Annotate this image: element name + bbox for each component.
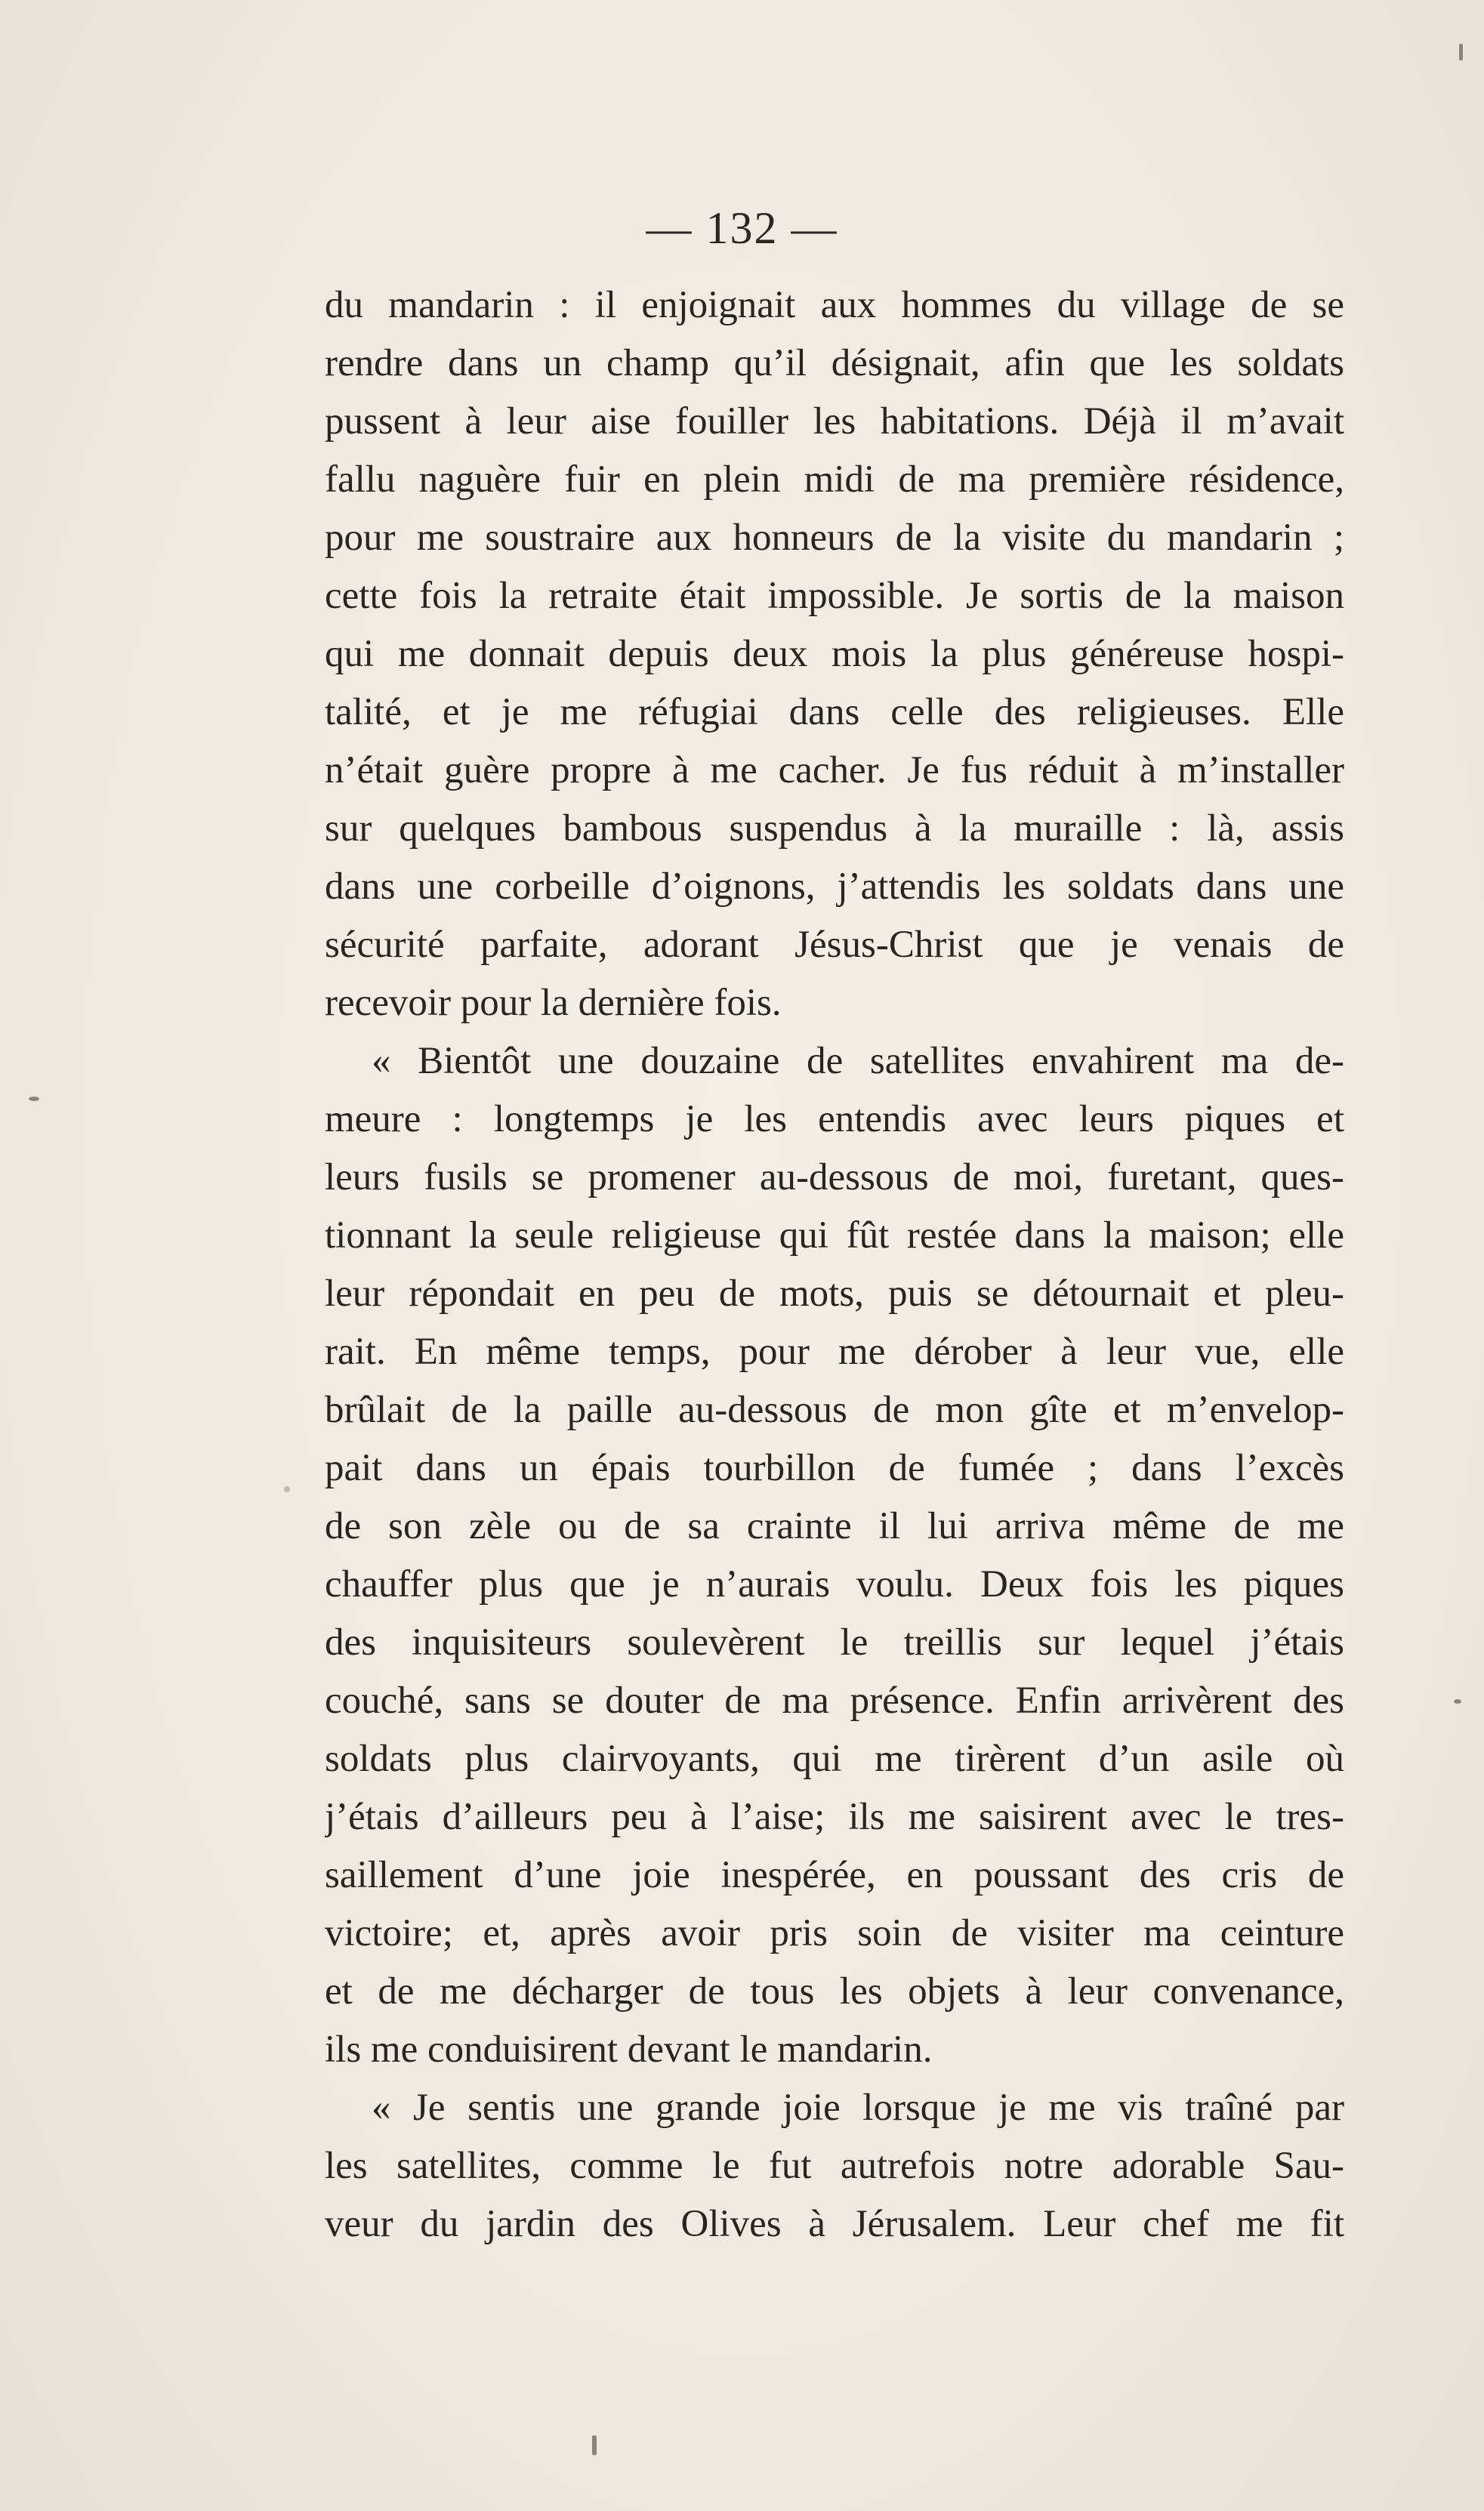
paragraph-end-line: ils me conduisirent devant le mandarin.: [325, 2028, 933, 2071]
text-line: pussent à leur aise fouiller les habitations. Déjà il m’avait: [325, 400, 1344, 443]
text-line: victoire; et, après avoir pris soin de visiter ma ceinture: [325, 1912, 1344, 1954]
text-line: de son zèle ou de sa crainte il lui arriva même de me: [325, 1505, 1344, 1547]
text-line: soldats plus clairvoyants, qui me tirèrent d’un asile où: [325, 1738, 1344, 1780]
text-line: couché, sans se douter de ma présence. Enfin arrivèrent des: [325, 1680, 1344, 1722]
text-line: dans une corbeille d’oignons, j’attendis les soldats dans une: [325, 865, 1344, 908]
text-line: leurs fusils se promener au-dessous de moi, furetant, ques-: [325, 1156, 1344, 1198]
text-line: du mandarin : il enjoignait aux hommes du village de se: [325, 284, 1344, 326]
text-line: sur quelques bambous suspendus à la muraille : là, assis: [325, 807, 1344, 850]
text-line: leur répondait en peu de mots, puis se détournait et pleu-: [325, 1272, 1344, 1315]
text-line: chauffer plus que je n’aurais voulu. Deux fois les piques: [325, 1563, 1344, 1606]
text-line: cette fois la retraite était impossible. Je sortis de la maison: [325, 575, 1344, 617]
text-line: des inquisiteurs soulevèrent le treillis sur lequel j’étais: [325, 1621, 1344, 1664]
paper-speck: [592, 2435, 597, 2455]
paper-speck: [284, 1486, 290, 1492]
text-line: talité, et je me réfugiai dans celle des religieuses. Elle: [325, 691, 1344, 733]
text-line: pait dans un épais tourbillon de fumée ; dans l’excès: [325, 1447, 1344, 1489]
paper-speck: [29, 1097, 39, 1101]
paper-speck: [1454, 1699, 1461, 1704]
text-line: les satellites, comme le fut autrefois notre adorable Sau-: [325, 2145, 1344, 2187]
text-line: rendre dans un champ qu’il désignait, afin que les soldats: [325, 342, 1344, 384]
text-line: veur du jardin des Olives à Jérusalem. Leur chef me fit: [325, 2203, 1344, 2245]
paragraph-start-line: « Je sentis une grande joie lorsque je me vis traîné par: [372, 2087, 1344, 2129]
text-line: brûlait de la paille au-dessous de mon gîte et m’envelop-: [325, 1389, 1344, 1431]
paragraph-start-line: « Bientôt une douzaine de satellites envahirent ma de-: [372, 1040, 1344, 1082]
text-line: rait. En même temps, pour me dérober à leur vue, elle: [325, 1331, 1344, 1373]
text-line: et de me décharger de tous les objets à leur convenance,: [325, 1970, 1344, 2013]
text-line: fallu naguère fuir en plein midi de ma première résidence,: [325, 458, 1344, 501]
text-line: meure : longtemps je les entendis avec leurs piques et: [325, 1098, 1344, 1140]
text-line: qui me donnait depuis deux mois la plus généreuse hospi-: [325, 633, 1344, 675]
paragraph-end-line: recevoir pour la dernière fois.: [325, 982, 782, 1024]
body-text: [325, 276, 1344, 2253]
text-line: saillement d’une joie inespérée, en poussant des cris de: [325, 1854, 1344, 1896]
text-line: n’était guère propre à me cacher. Je fus réduit à m’installer: [325, 749, 1344, 791]
text-line: sécurité parfaite, adorant Jésus-Christ que je venais de: [325, 924, 1344, 966]
text-line: j’étais d’ailleurs peu à l’aise; ils me saisirent avec le tres-: [325, 1796, 1344, 1838]
text-line: tionnant la seule religieuse qui fût restée dans la maison; elle: [325, 1214, 1344, 1257]
page-number: — 132 —: [646, 203, 838, 253]
text-line: pour me soustraire aux honneurs de la visite du mandarin ;: [325, 517, 1344, 559]
paper-speck: [1459, 44, 1463, 60]
